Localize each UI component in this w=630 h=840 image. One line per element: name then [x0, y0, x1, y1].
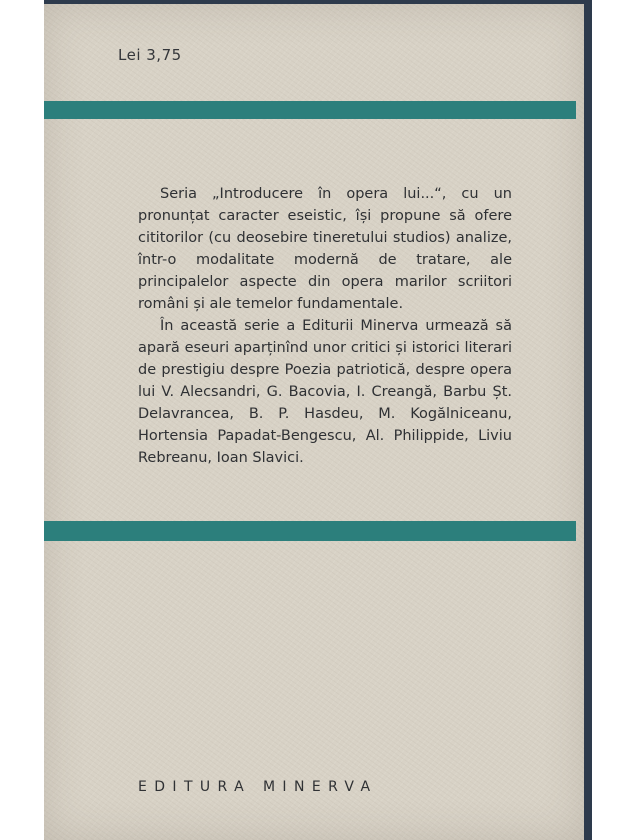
publisher-name: EDITURA MINERVA	[138, 779, 378, 795]
series-paragraph-authors: În această serie a Editurii Minerva urmează să apară eseuri aparținînd unor critici și istorici literari de prestigiu despre Poezia patriotică, despre opera lui V. Alecsandri, G. Bacovia, I. Creangă, Barbu Șt. Delavrancea, B. P. Hasdeu, M. Kogălniceanu, Hortensia Papadat-Bengescu, Al. Philippide, Liviu Rebreanu, Ioan Slavici.	[138, 318, 512, 466]
bottom-teal-band	[44, 521, 576, 541]
top-teal-band	[44, 101, 576, 119]
series-description	[138, 183, 512, 469]
price-label: Lei 3,75	[118, 46, 182, 64]
series-paragraph-intro: Seria „Introducere în opera lui...“, cu un pronunțat caracter eseistic, își propune să ofere cititorilor (cu deosebire tineretului studios) analize, într-o modalitate modernă de tratare, ale principalelor aspecte din opera marilor scriitori români și ale temelor fundamentale.	[138, 186, 512, 312]
